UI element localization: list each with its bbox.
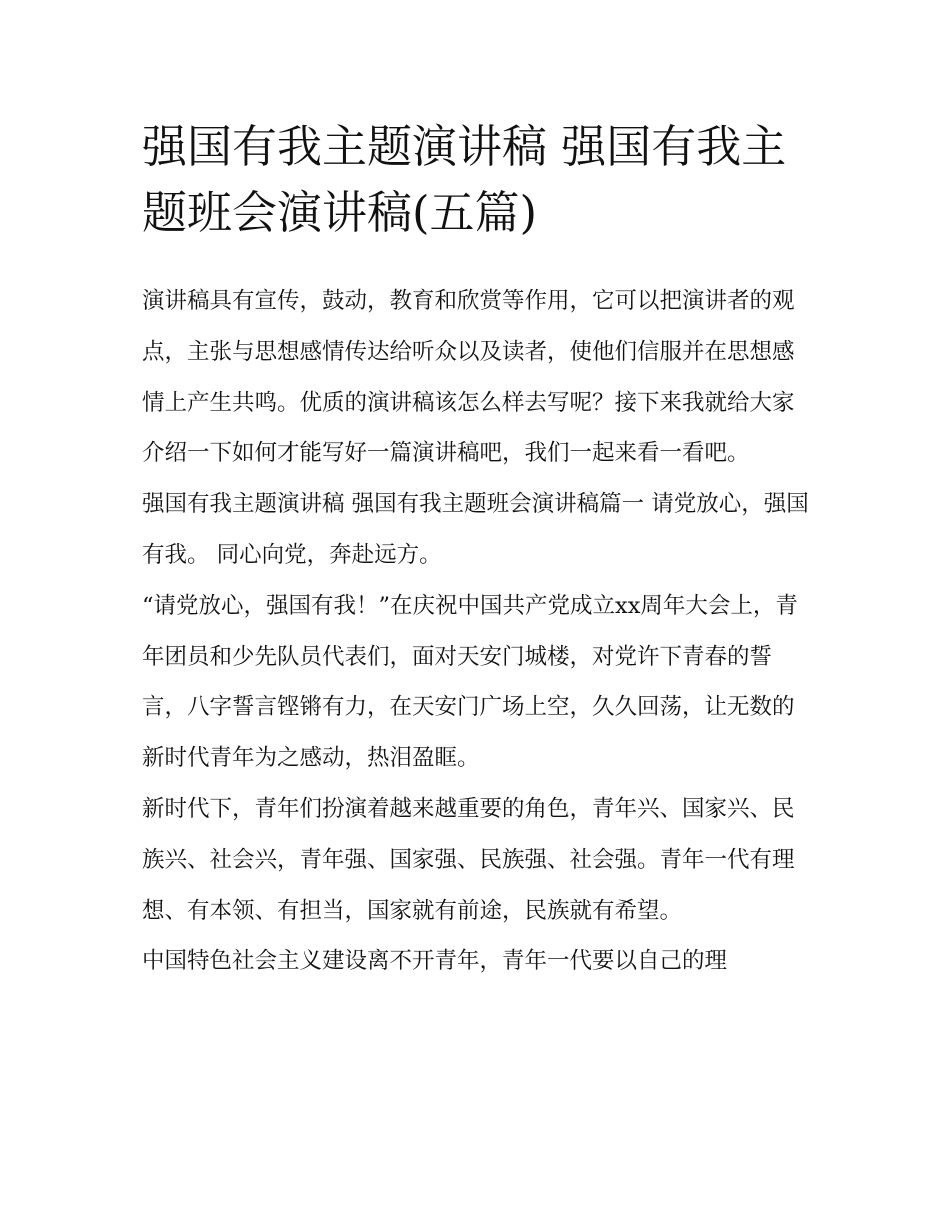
paragraph-section-heading: 强国有我主题演讲稿 强国有我主题班会演讲稿篇一 请党放心，强国有我。 同心向党，奔赴远方。 bbox=[142, 491, 809, 568]
paragraph-intro: 演讲稿具有宣传，鼓动，教育和欣赏等作用，它可以把演讲者的观点，主张与思想感情传达给听众以及读者，使他们信服并在思想感情上产生共鸣。优质的演讲稿该怎么样去写呢？接下来我就给大家介绍一下如何才能写好一篇演讲稿吧，我们一起来看一看吧。 bbox=[142, 288, 795, 467]
document-body bbox=[142, 276, 812, 987]
document-title: 强国有我主题演讲稿 强国有我主题班会演讲稿(五篇) bbox=[142, 120, 787, 239]
paragraph-construction: 中国特色社会主义建设离不开青年，青年一代要以自己的理 bbox=[142, 948, 728, 975]
paragraph-new-era: 新时代下，青年们扮演着越来越重要的角色，青年兴、国家兴、民族兴、社会兴，青年强、国家强、民族强、社会强。青年一代有理想、有本领、有担当，国家就有前途，民族就有希望。 bbox=[142, 795, 795, 924]
paragraph-pledge: “请党放心，强国有我！”在庆祝中国共产党成立xx周年大会上，青年团员和少先队员代表们，面对天安门城楼，对党许下青春的誓言，八字誓言铿锵有力，在天安门广场上空，久久回荡，让无数的新时代青年为之感动，热泪盈眶。 bbox=[142, 592, 798, 772]
